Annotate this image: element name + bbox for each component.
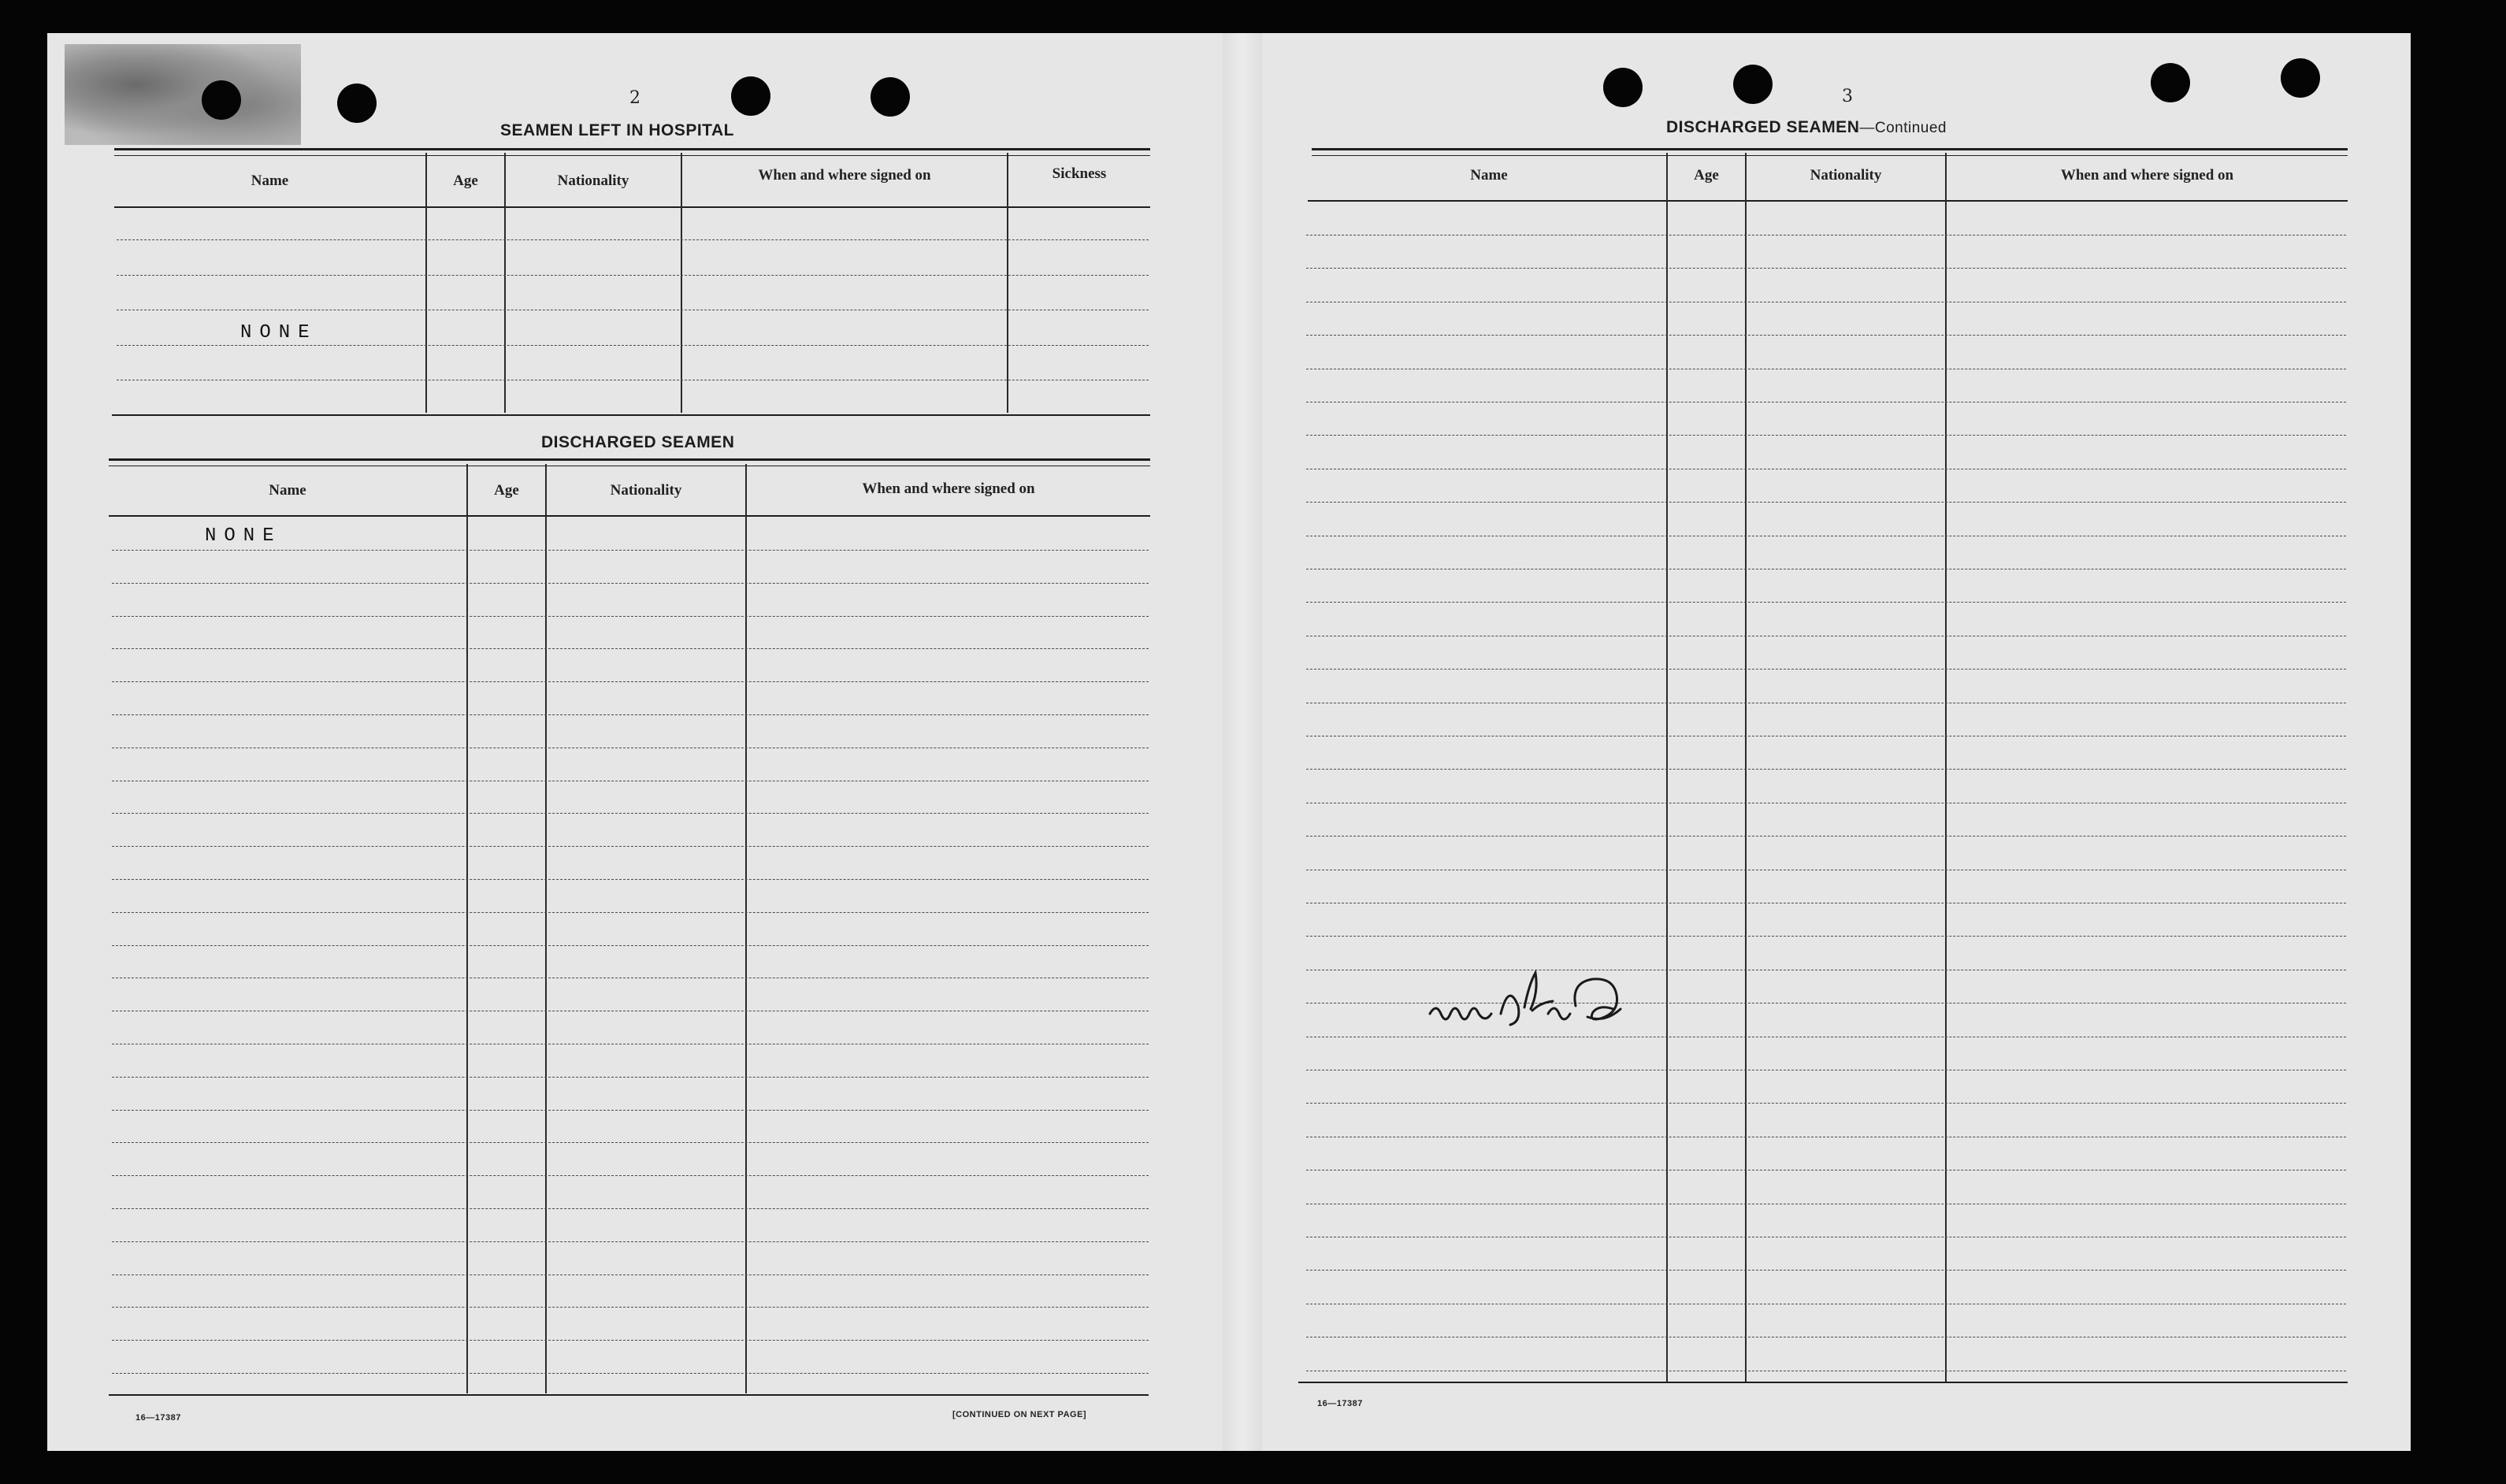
- ruled-row-line: [1306, 1170, 2346, 1171]
- form-number: 16—17387: [1317, 1399, 1363, 1408]
- document-sheet: [47, 33, 2411, 1451]
- ruled-row-line: [112, 813, 1149, 814]
- form-number: 16—17387: [136, 1413, 181, 1423]
- right-col-age: Age: [1694, 167, 1719, 184]
- ruled-row-line: [1306, 502, 2346, 503]
- ruled-row-line: [112, 1110, 1149, 1111]
- right-divider: [1745, 153, 1747, 1382]
- ruled-row-line: [112, 583, 1149, 584]
- discharged-header-rule: [109, 515, 1150, 517]
- continued-note: [CONTINUED ON NEXT PAGE]: [952, 1410, 1087, 1419]
- punch-hole: [1603, 68, 1643, 107]
- ruled-row-line: [112, 1274, 1149, 1275]
- hospital-bottom-rule: [112, 414, 1150, 416]
- punch-hole: [731, 76, 770, 116]
- hospital-divider: [425, 153, 427, 413]
- punch-hole: [871, 77, 910, 117]
- ruled-row-line: [112, 681, 1149, 682]
- ruled-row-line: [112, 1142, 1149, 1143]
- right-header-rule: [1308, 200, 2348, 202]
- ruled-row-line: [1306, 936, 2346, 937]
- discharged-continued-title-main: DISCHARGED SEAMEN: [1666, 118, 1860, 136]
- discharged-col-age: Age: [494, 482, 519, 499]
- hospital-divider: [681, 153, 682, 413]
- ruled-row-line: [1306, 836, 2346, 837]
- right-bottom-rule: [1298, 1382, 2348, 1383]
- page-number: 3: [1842, 87, 1853, 106]
- hospital-header-rule: [114, 206, 1150, 208]
- right-col-nationality: Nationality: [1810, 167, 1882, 184]
- ruled-row-line: [112, 1373, 1149, 1374]
- ruled-row-line: [1306, 435, 2346, 436]
- right-col-signed-on: When and where signed on: [2060, 167, 2234, 184]
- ruled-row-line: [112, 1340, 1149, 1341]
- discharged-col-name: Name: [269, 482, 306, 499]
- ruled-row-line: [112, 1175, 1149, 1176]
- hospital-entry-none: NONE: [240, 322, 317, 343]
- hospital-section-title: SEAMEN LEFT IN HOSPITAL: [500, 121, 734, 139]
- punch-hole: [202, 80, 241, 120]
- ruled-row-line: [1306, 669, 2346, 670]
- ruled-row-line: [1306, 268, 2346, 269]
- signature: [1414, 959, 1666, 1045]
- ruled-row-line: [112, 616, 1149, 617]
- punch-hole: [2151, 63, 2190, 102]
- discharged-continued-title-suffix: —Continued: [1859, 120, 1947, 136]
- ruled-row-line: [112, 846, 1149, 847]
- discharged-divider: [745, 464, 747, 1393]
- hospital-col-sickness: Sickness: [1052, 165, 1107, 182]
- right-col-name: Name: [1470, 167, 1508, 184]
- page-number: 2: [629, 88, 640, 108]
- ruled-row-line: [1306, 235, 2346, 236]
- ruled-row-line: [112, 1208, 1149, 1209]
- ruled-row-line: [1306, 769, 2346, 770]
- discharged-divider: [466, 464, 468, 1393]
- hospital-col-nationality: Nationality: [557, 173, 629, 189]
- discharged-bottom-rule: [109, 1394, 1149, 1396]
- ruled-row-line: [112, 1307, 1149, 1308]
- discharged-col-nationality: Nationality: [610, 482, 682, 499]
- page-fold: [1223, 33, 1262, 1451]
- discharged-col-signed-on: When and where signed on: [862, 480, 1035, 497]
- discharged-entry-none: NONE: [205, 525, 282, 547]
- discharged-top-rule: [109, 458, 1150, 466]
- right-top-rule: [1312, 148, 2348, 156]
- ruled-row-line: [112, 912, 1149, 913]
- discharged-continued-title: [1666, 118, 1947, 137]
- ruled-row-line: [112, 1077, 1149, 1078]
- ruled-row-line: [1306, 1270, 2346, 1271]
- ruled-row-line: [1306, 602, 2346, 603]
- ruled-row-line: [1306, 402, 2346, 403]
- hospital-row-line: [117, 275, 1149, 276]
- hospital-col-age: Age: [453, 173, 478, 189]
- ruled-row-line: [112, 1241, 1149, 1242]
- hospital-top-rule: [114, 148, 1150, 156]
- punch-hole: [2281, 58, 2320, 98]
- ruled-row-line: [112, 714, 1149, 715]
- right-divider: [1945, 153, 1947, 1382]
- right-divider: [1666, 153, 1668, 1382]
- discharged-section-title: DISCHARGED SEAMEN: [541, 433, 735, 451]
- ruled-row-line: [112, 648, 1149, 649]
- hospital-col-signed-on: When and where signed on: [758, 167, 931, 184]
- ruled-row-line: [1306, 1103, 2346, 1104]
- ruled-row-line: [1306, 335, 2346, 336]
- hospital-divider: [504, 153, 506, 413]
- ruled-row-line: [112, 945, 1149, 946]
- hospital-row-line: [117, 345, 1149, 346]
- hospital-divider: [1007, 153, 1008, 413]
- punch-hole: [337, 83, 377, 123]
- ruled-row-line: [112, 550, 1149, 551]
- discharged-divider: [545, 464, 547, 1393]
- paper-stain: [65, 44, 301, 145]
- hospital-col-name: Name: [251, 173, 289, 189]
- ruled-row-line: [112, 879, 1149, 880]
- punch-hole: [1733, 65, 1773, 104]
- hospital-row-line: [117, 239, 1149, 240]
